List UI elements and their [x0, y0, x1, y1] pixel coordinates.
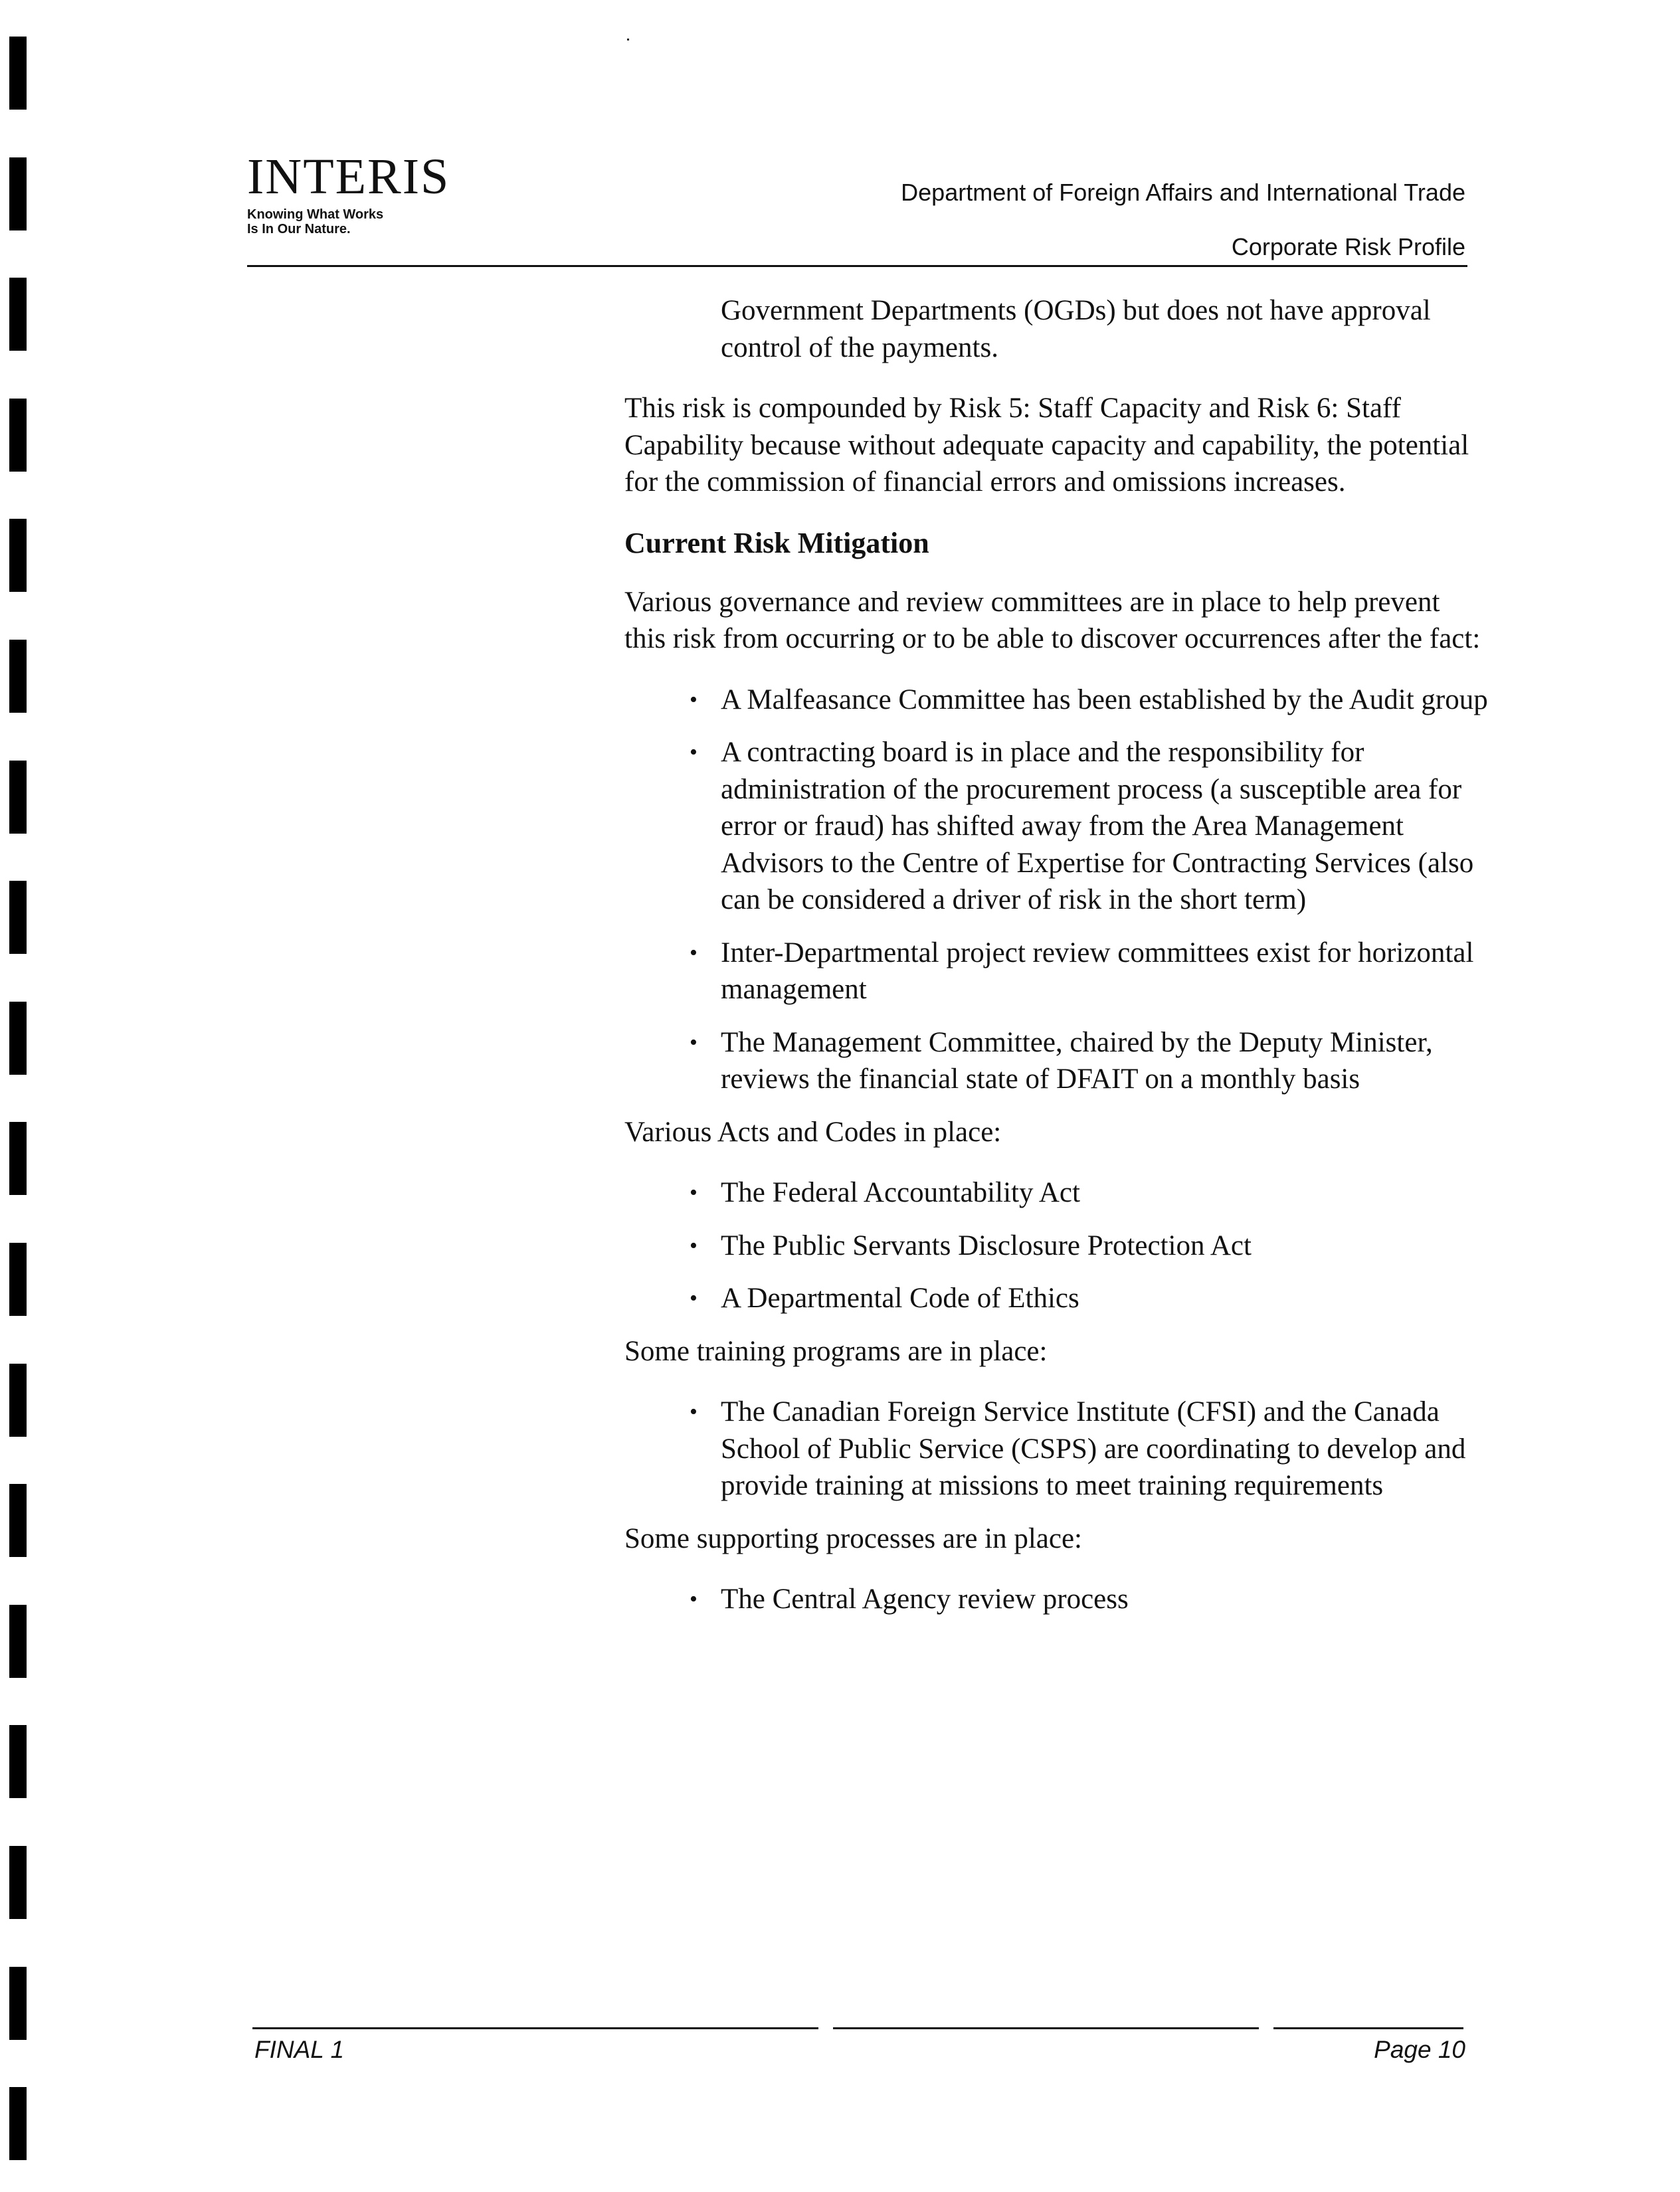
list-item: [624, 1280, 1488, 1317]
footer-page-number: Page 10: [1374, 2036, 1465, 2063]
list-item-text: Inter-Departmental project review committees exist for horizontal management: [721, 937, 1474, 1005]
logo-wordmark: INTERIS: [247, 149, 450, 205]
scan-speck: [627, 39, 629, 41]
list-item-text: A contracting board is in place and the responsibility for administration of the procurement process (a susceptible area for error or fraud) has shifted away from the Area Management Advisors to the Centre of Expertise for Contracting Services (also can be considered a driver of risk in the short term): [721, 737, 1474, 915]
footer-version: FINAL 1: [254, 2036, 345, 2063]
footer-rule-gap: [818, 2025, 833, 2031]
section-heading: Current Risk Mitigation: [624, 526, 929, 559]
list-item: [624, 1394, 1488, 1505]
processes-list: [624, 1581, 1488, 1618]
bullet-icon: •: [690, 687, 698, 712]
list-item: [624, 1024, 1488, 1098]
processes-intro: Some supporting processes are in place:: [624, 1522, 1083, 1554]
logo-tagline-line-2: Is In Our Nature.: [247, 222, 351, 236]
committees-list: [624, 682, 1488, 1098]
list-item-text: The Federal Accountability Act: [721, 1177, 1080, 1208]
header-rule: [247, 265, 1467, 267]
bullet-icon: •: [690, 1286, 698, 1311]
committees-intro: Various governance and review committees are in place to help prevent this risk from occurring or to be able to discover occurrences after the fact:: [624, 586, 1481, 654]
bullet-icon: •: [690, 1587, 698, 1611]
list-item: [624, 1228, 1488, 1265]
list-item: [624, 1174, 1488, 1212]
page-body: [624, 292, 1488, 1634]
continued-bullet-text: Government Departments (OGDs) but does not have approval control of the payments.: [721, 295, 1431, 363]
acts-list: [624, 1174, 1488, 1317]
list-item-text: The Management Committee, chaired by the Deputy Minister, reviews the financial state of DFAIT on a monthly basis: [721, 1026, 1433, 1095]
list-item: [624, 682, 1488, 719]
footer-rule-gap: [1259, 2025, 1273, 2031]
interis-logo: [247, 151, 450, 236]
list-item: [624, 734, 1488, 919]
list-item-text: The Central Agency review process: [721, 1584, 1129, 1615]
footer-rule: [252, 2027, 1463, 2029]
department-name: Department of Foreign Affairs and International Trade: [901, 179, 1465, 206]
list-item: [624, 935, 1488, 1008]
training-intro: Some training programs are in place:: [624, 1335, 1048, 1367]
list-item-text: A Departmental Code of Ethics: [721, 1283, 1079, 1314]
bullet-icon: •: [690, 1233, 698, 1258]
running-header: [901, 178, 1465, 262]
binder-marks: [9, 37, 27, 2182]
list-item-text: The Public Servants Disclosure Protection Act: [721, 1230, 1252, 1261]
training-list: [624, 1394, 1488, 1505]
bullet-icon: •: [690, 940, 698, 965]
document-title: Corporate Risk Profile: [1231, 233, 1465, 260]
bullet-icon: •: [690, 1400, 698, 1424]
compounding-paragraph: This risk is compounded by Risk 5: Staff Capacity and Risk 6: Staff Capability because without adequate capacity and capability, the potential for the commission of financial errors and omissions increases.: [624, 393, 1469, 498]
list-item-text: A Malfeasance Committee has been established by the Audit group: [721, 684, 1488, 715]
bullet-icon: •: [690, 1180, 698, 1205]
list-item: [624, 1581, 1488, 1618]
acts-intro: Various Acts and Codes in place:: [624, 1116, 1002, 1148]
logo-tagline-line-1: Knowing What Works: [247, 207, 384, 222]
bullet-icon: •: [690, 1030, 698, 1055]
list-item-text: The Canadian Foreign Service Institute (CFSI) and the Canada School of Public Service (CSPS) are coordinating to develop and provide training at missions to meet training requirements: [721, 1396, 1466, 1501]
bullet-icon: •: [690, 740, 698, 765]
